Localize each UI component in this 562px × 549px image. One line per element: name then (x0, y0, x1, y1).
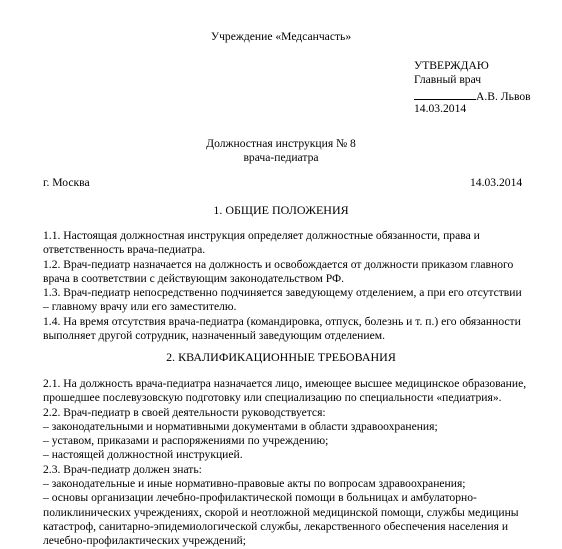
text-line: – законодательные и иные нормативно-правовые акты по вопросам здравоохранения; (43, 477, 466, 491)
text-line: 1.4. На время отсутствия врача-педиатра (командировка, отпуск, болезнь и т. п.) его обязанности (43, 314, 521, 328)
text-line: 1.3. Врач-педиатр непосредственно подчиняется заведующему отделением, а при его отсутствии (43, 286, 522, 300)
section-1-heading: 1. ОБЩИЕ ПОЛОЖЕНИЯ (213, 203, 349, 217)
text-line: – настоящей должностной инструкцией. (43, 448, 243, 462)
approval-block (414, 59, 531, 116)
text-line: 1.1. Настоящая должностная инструкция определяет должностные обязанности, права и (43, 229, 480, 242)
text-line: выполняет другой сотрудник, назначенный заведующим отделением. (43, 329, 385, 343)
section-2-heading: 2. КВАЛИФИКАЦИОННЫЕ ТРЕБОВАНИЯ (166, 350, 396, 364)
document-city: г. Москва (43, 176, 90, 189)
text-line: 1.2. Врач-педиатр назначается на должность и освобождается от должности приказом главного (43, 257, 514, 271)
text-line: 2.1. На должность врача-педиатра назначается лицо, имеющее высшее медицинское образование, (43, 377, 527, 390)
approver-signature-row (414, 88, 531, 102)
document-title-line-1: Должностная инструкция № 8 (206, 137, 356, 150)
section-1-body (43, 229, 533, 343)
document-date: 14.03.2014 (470, 176, 523, 189)
document-title-line-2: врача-педиатра (243, 151, 319, 165)
text-line: катастроф, санитарно-эпидемиологической службы, лекарственного обеспечения населения и (43, 519, 509, 533)
organization-name: Учреждение «Медсанчасть» (210, 30, 352, 43)
text-line: – законодательными и нормативными документами в области здравоохранения; (43, 419, 438, 433)
signature-line (414, 88, 476, 100)
approver-position: Главный врач (414, 73, 482, 87)
approver-name: А.В. Львов (476, 89, 531, 103)
text-line: 2.3. Врач-педиатр должен знать: (43, 462, 202, 476)
approval-date: 14.03.2014 (414, 101, 467, 115)
text-line: ответственность врача-педиатра. (43, 243, 206, 257)
text-line: – основы организации лечебно-профилактической помощи в больницах и амбулаторно- (43, 491, 477, 505)
text-line: – главному врачу или его заместителю. (43, 300, 237, 314)
text-line: прошедшее послевузовскую подготовку или специализацию по специальности «педиатрия». (43, 391, 502, 405)
text-line: лечебно-профилактических учреждений; (43, 534, 246, 548)
text-line: 2.2. Врач-педиатр в своей деятельности руководствуется: (43, 405, 326, 419)
text-line: врача в соответствии с действующим законодательством РФ. (43, 271, 345, 285)
section-2-body (43, 377, 533, 549)
text-line: поликлинических учреждениях, скорой и неотложной медицинской помощи, службы медицины (43, 505, 519, 519)
document-title (0, 137, 562, 166)
approval-word: УТВЕРЖДАЮ (414, 59, 489, 72)
text-line: – уставом, приказами и распоряжениями по учреждению; (43, 434, 329, 448)
